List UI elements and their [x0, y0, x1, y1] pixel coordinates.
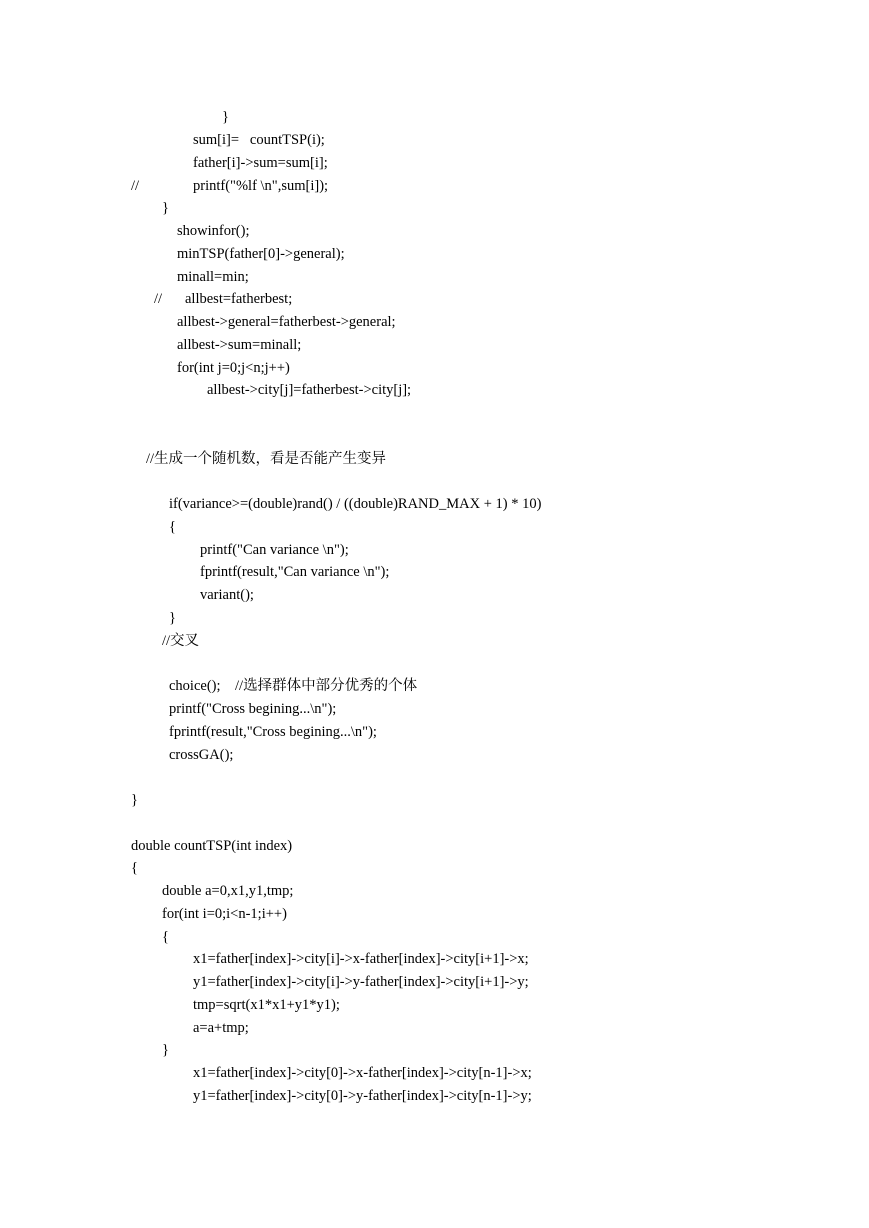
code-line: choice(); //选择群体中部分优秀的个体 [169, 678, 418, 694]
code-line: } [162, 1042, 169, 1058]
code-line: allbest->sum=minall; [177, 337, 302, 353]
code-line: printf("Can variance \n"); [200, 542, 349, 558]
code-line: y1=father[index]->city[i]->y-father[index]->city[i+1]->y; [193, 974, 529, 990]
code-line: fprintf(result,"Can variance \n"); [200, 564, 390, 580]
comment-marker: // [154, 291, 163, 307]
code-line: variant(); [200, 587, 254, 603]
code-line: { [131, 860, 138, 876]
code-line: father[i]->sum=sum[i]; [193, 155, 328, 171]
code-comment: //生成一个随机数，看是否能产生变异 [146, 451, 387, 467]
code-line: } [169, 610, 176, 626]
code-line: fprintf(result,"Cross begining...\n"); [169, 724, 377, 740]
code-line: x1=father[index]->city[i]->x-father[index]->city[i+1]->x; [193, 951, 529, 967]
code-line: } [131, 792, 138, 808]
code-line: minall=min; [177, 269, 249, 285]
code-line: printf("Cross begining...\n"); [169, 701, 337, 717]
code-line: if(variance>=(double)rand() / ((double)RAND_MAX + 1) * 10) [169, 496, 542, 512]
code-line: allbest=fatherbest; [185, 291, 293, 307]
code-line: { [169, 519, 176, 535]
code-line: a=a+tmp; [193, 1020, 249, 1036]
code-line: crossGA(); [169, 747, 234, 763]
code-line: { [162, 929, 169, 945]
code-line: y1=father[index]->city[0]->y-father[index]->city[n-1]->y; [193, 1088, 532, 1104]
code-line: for(int j=0;j<n;j++) [177, 360, 290, 376]
comment-marker: // [131, 178, 140, 194]
function-signature: double countTSP(int index) [131, 838, 293, 854]
code-line: tmp=sqrt(x1*x1+y1*y1); [193, 997, 340, 1013]
code-line: minTSP(father[0]->general); [177, 246, 345, 262]
code-line: x1=father[index]->city[0]->x-father[index]->city[n-1]->x; [193, 1065, 532, 1081]
code-line: } [222, 109, 229, 125]
code-line: double a=0,x1,y1,tmp; [162, 883, 294, 899]
code-line: } [162, 200, 169, 216]
code-line: allbest->general=fatherbest->general; [177, 314, 396, 330]
code-comment: //交叉 [162, 633, 200, 649]
code-line: showinfor(); [177, 223, 250, 239]
code-line: sum[i]= countTSP(i); [193, 132, 325, 148]
code-line: allbest->city[j]=fatherbest->city[j]; [207, 382, 412, 398]
code-line: for(int i=0;i<n-1;i++) [162, 906, 287, 922]
code-line: printf("%lf \n",sum[i]); [193, 178, 329, 194]
